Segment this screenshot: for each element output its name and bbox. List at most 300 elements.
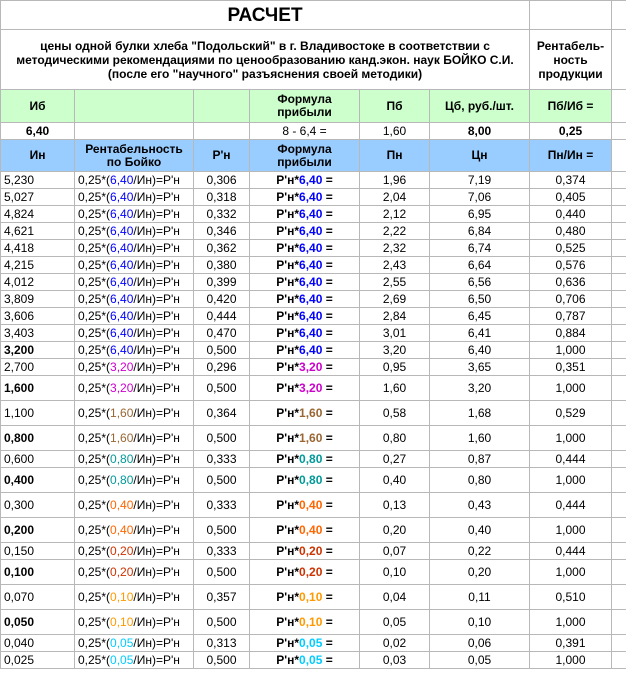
cell-formula [250,172,360,189]
cell-formula [250,451,360,468]
cell-empty [612,401,626,426]
header-pn: Пн [360,140,430,172]
cell-ratio: 0,706 [530,291,612,308]
rent-base-value: 0,20 [110,564,134,579]
header-cb: Цб, руб./шт. [430,90,530,123]
table-row [1,426,626,451]
cell-empty [612,223,626,240]
cell-rn: 0,346 [194,223,250,240]
cell-in: 0,600 [1,451,75,468]
table-row [1,240,626,257]
rent-prefix: 0,25*( [78,543,111,558]
cell-cn: 7,06 [430,189,530,206]
cell-rn: 0,296 [194,359,250,376]
rent-base-value: 6,40 [110,240,134,255]
cell-rn: 0,500 [194,652,250,669]
formula-suffix: = [322,472,333,487]
formula-suffix: = [322,430,333,445]
table-row [1,376,626,401]
cell-empty [612,451,626,468]
cell-formula [250,189,360,206]
header-in: Ин [1,140,75,172]
cell-ratio: 0,444 [530,451,612,468]
rent-suffix: /Ин)=Р'н [133,223,180,238]
formula-prefix: Р'н* [276,380,300,395]
cell-in: 0,150 [1,543,75,560]
cell-ratio: 0,440 [530,206,612,223]
table-row [1,518,626,543]
cell-pn: 0,07 [360,543,430,560]
rent-prefix: 0,25*( [78,274,111,289]
formula-prefix: Р'н* [276,240,300,255]
cell-rn: 0,444 [194,308,250,325]
cell-pn: 0,58 [360,401,430,426]
rent-suffix: /Ин)=Р'н [133,206,180,221]
rent-base-value: 6,40 [110,308,134,323]
rent-suffix: /Ин)=Р'н [133,472,180,487]
cell-cn: 6,74 [430,240,530,257]
cell-cn: 6,84 [430,223,530,240]
rent-prefix: 0,25*( [78,359,111,374]
cell-empty [612,635,626,652]
formula-suffix: = [322,223,333,238]
rent-prefix: 0,25*( [78,325,111,340]
cell-in: 4,012 [1,274,75,291]
rent-suffix: /Ин)=Р'н [133,274,180,289]
table-row [1,610,626,635]
cell-rent [75,585,194,610]
cell-ratio: 1,000 [530,342,612,359]
rent-prefix: 0,25*( [78,451,111,466]
formula-prefix: Р'н* [276,652,300,667]
rent-base-value: 6,40 [110,172,134,187]
rent-prefix: 0,25*( [78,380,111,395]
rent-base-value: 6,40 [110,325,134,340]
cell-empty [612,376,626,401]
cell-rn: 0,500 [194,342,250,359]
cell-pn: 2,22 [360,223,430,240]
header-rent: Рентабельность по Бойко [75,140,194,172]
table-row [1,451,626,468]
cell-cn: 6,95 [430,206,530,223]
table-row [1,652,626,669]
formula-base-value: 1,60 [299,430,323,445]
cell-formula [250,257,360,274]
formula-prefix: Р'н* [276,359,300,374]
cell-in: 3,606 [1,308,75,325]
cell-rent [75,291,194,308]
cell-formula [250,426,360,451]
cell-pn: 0,05 [360,610,430,635]
cell-pn: 0,03 [360,652,430,669]
cell-pn: 2,55 [360,274,430,291]
rent-base-value: 6,40 [110,223,134,238]
cell-empty [612,560,626,585]
cell-empty [612,274,626,291]
base-formula: 8 - 6,4 = [250,123,360,140]
cell-rent [75,223,194,240]
cell-ratio: 0,636 [530,274,612,291]
formula-suffix: = [322,564,333,579]
cell-ratio: 1,000 [530,426,612,451]
cell-rent [75,325,194,342]
table-row [1,206,626,223]
base-ratio: 0,25 [530,123,612,140]
table-row [1,359,626,376]
rent-base-value: 1,60 [110,430,134,445]
formula-suffix: = [322,359,333,374]
cell-in: 0,300 [1,493,75,518]
formula-suffix: = [322,380,333,395]
cell-cn: 3,20 [430,376,530,401]
rent-base-value: 6,40 [110,291,134,306]
rent-prefix: 0,25*( [78,564,111,579]
cell-ratio: 1,000 [530,610,612,635]
formula-prefix: Р'н* [276,274,300,289]
cell-rent [75,274,194,291]
cell-in: 4,215 [1,257,75,274]
formula-prefix: Р'н* [276,472,300,487]
cell-rn: 0,500 [194,560,250,585]
rent-prefix: 0,25*( [78,291,111,306]
cell-in: 5,027 [1,189,75,206]
cell-cn: 6,41 [430,325,530,342]
cell-rent [75,652,194,669]
formula-base-value: 0,80 [299,451,323,466]
cell-cn: 7,19 [430,172,530,189]
rent-prefix: 0,25*( [78,522,111,537]
formula-prefix: Р'н* [276,635,300,650]
formula-prefix: Р'н* [276,451,300,466]
formula-prefix: Р'н* [276,430,300,445]
cell-pn: 2,04 [360,189,430,206]
cell-rn: 0,332 [194,206,250,223]
formula-suffix: = [322,274,333,289]
formula-prefix: Р'н* [276,342,300,357]
table-row [1,291,626,308]
formula-prefix: Р'н* [276,405,300,420]
cell-pn: 2,84 [360,308,430,325]
profitability-header: Рентабель-ность продукции [530,30,612,90]
cell-formula [250,560,360,585]
rent-base-value: 1,60 [110,405,134,420]
cell-rn: 0,306 [194,172,250,189]
rent-prefix: 0,25*( [78,614,111,629]
cell-formula [250,359,360,376]
formula-base-value: 6,40 [299,274,323,289]
cell-ratio: 0,444 [530,543,612,560]
cell-formula [250,376,360,401]
rent-base-value: 6,40 [110,342,134,357]
cell-pn: 2,12 [360,206,430,223]
cell-formula [250,206,360,223]
formula-prefix: Р'н* [276,172,300,187]
cell-empty [612,240,626,257]
formula-suffix: = [322,497,333,512]
formula-suffix: = [322,342,333,357]
formula-base-value: 6,40 [299,325,323,340]
rent-prefix: 0,25*( [78,172,111,187]
cell-cn: 0,22 [430,543,530,560]
cell-in: 0,100 [1,560,75,585]
cell-formula [250,468,360,493]
cell-pn: 3,01 [360,325,430,342]
formula-suffix: = [322,206,333,221]
cell-pn: 0,27 [360,451,430,468]
cell-rent [75,426,194,451]
formula-base-value: 6,40 [299,291,323,306]
header-formula: Формула прибыли [250,90,360,123]
rent-base-value: 0,80 [110,472,134,487]
header-pb: Пб [360,90,430,123]
cell-formula [250,325,360,342]
cell-cn: 1,60 [430,426,530,451]
cell-cn: 0,43 [430,493,530,518]
cell-cn: 0,05 [430,652,530,669]
rent-prefix: 0,25*( [78,497,111,512]
cell-ratio: 1,000 [530,376,612,401]
header-formula-main: Формула прибыли [250,140,360,172]
cell-ratio: 1,000 [530,652,612,669]
formula-suffix: = [322,308,333,323]
rent-base-value: 6,40 [110,189,134,204]
rent-suffix: /Ин)=Р'н [133,405,180,420]
cell-empty [612,585,626,610]
cell-rent [75,342,194,359]
cell-rn: 0,333 [194,543,250,560]
header-cn: Цн [430,140,530,172]
table-row [1,325,626,342]
cell-pn: 2,43 [360,257,430,274]
rent-base-value: 6,40 [110,257,134,272]
formula-suffix: = [322,451,333,466]
cell-formula [250,610,360,635]
formula-base-value: 0,20 [299,564,323,579]
rent-prefix: 0,25*( [78,635,111,650]
cell-pn: 0,80 [360,426,430,451]
rent-prefix: 0,25*( [78,652,111,667]
table-row [1,560,626,585]
title-row [1,1,626,30]
rent-suffix: /Ин)=Р'н [133,308,180,323]
formula-prefix: Р'н* [276,308,300,323]
table-row [1,342,626,359]
cell-cn: 0,20 [430,560,530,585]
cell-formula [250,635,360,652]
cell-rn: 0,470 [194,325,250,342]
rent-suffix: /Ин)=Р'н [133,380,180,395]
rent-base-value: 0,05 [110,635,134,650]
cell-ratio: 0,405 [530,189,612,206]
cell-rent [75,308,194,325]
rent-prefix: 0,25*( [78,206,111,221]
table-row [1,585,626,610]
cell-empty [612,468,626,493]
cell-rent [75,468,194,493]
formula-prefix: Р'н* [276,543,300,558]
rent-suffix: /Ин)=Р'н [133,614,180,629]
formula-prefix: Р'н* [276,564,300,579]
cell-rent [75,560,194,585]
rent-suffix: /Ин)=Р'н [133,589,180,604]
cell-formula [250,342,360,359]
cell-empty [612,426,626,451]
formula-prefix: Р'н* [276,206,300,221]
formula-base-value: 0,10 [299,614,323,629]
formula-prefix: Р'н* [276,189,300,204]
rent-base-value: 0,20 [110,543,134,558]
cell-formula [250,518,360,543]
cell-rn: 0,318 [194,189,250,206]
cell-rent [75,240,194,257]
rent-suffix: /Ин)=Р'н [133,189,180,204]
rent-suffix: /Ин)=Р'н [133,342,180,357]
cell-pn: 0,02 [360,635,430,652]
cell-rent [75,257,194,274]
formula-prefix: Р'н* [276,223,300,238]
formula-base-value: 6,40 [299,342,323,357]
formula-prefix: Р'н* [276,614,300,629]
cell-rent [75,376,194,401]
cell-cn: 6,64 [430,257,530,274]
rent-base-value: 3,20 [110,380,134,395]
cell-rent [75,610,194,635]
cell-rent [75,401,194,426]
cell-rn: 0,399 [194,274,250,291]
cell-ratio: 0,787 [530,308,612,325]
rent-prefix: 0,25*( [78,430,111,445]
base-cb: 8,00 [430,123,530,140]
cell-formula [250,223,360,240]
cell-cn: 0,11 [430,585,530,610]
rent-base-value: 6,40 [110,274,134,289]
formula-base-value: 0,05 [299,652,323,667]
cell-ratio: 0,444 [530,493,612,518]
cell-empty [612,308,626,325]
cell-cn: 0,06 [430,635,530,652]
formula-base-value: 0,40 [299,497,323,512]
rent-prefix: 0,25*( [78,472,111,487]
rent-base-value: 6,40 [110,206,134,221]
cell-in: 3,200 [1,342,75,359]
rent-base-value: 0,10 [110,589,134,604]
rent-prefix: 0,25*( [78,589,111,604]
table-row [1,468,626,493]
formula-base-value: 3,20 [299,380,323,395]
table-row [1,401,626,426]
cell-ratio: 0,576 [530,257,612,274]
cell-in: 0,200 [1,518,75,543]
header-ib: Иб [1,90,75,123]
rent-suffix: /Ин)=Р'н [133,497,180,512]
cell-in: 1,100 [1,401,75,426]
cell-rn: 0,500 [194,518,250,543]
cell-in: 1,600 [1,376,75,401]
formula-base-value: 3,20 [299,359,323,374]
cell-in: 0,040 [1,635,75,652]
header-ratio: Пб/Иб = [530,90,612,123]
cell-empty [612,610,626,635]
rent-suffix: /Ин)=Р'н [133,291,180,306]
base-header-row [1,90,626,123]
cell-in: 2,700 [1,359,75,376]
rent-base-value: 3,20 [110,359,134,374]
base-pb: 1,60 [360,123,430,140]
formula-base-value: 6,40 [299,257,323,272]
cell-rn: 0,333 [194,451,250,468]
cell-rent [75,206,194,223]
description-row [1,30,626,90]
cell-empty [612,325,626,342]
cell-rent [75,543,194,560]
rent-prefix: 0,25*( [78,257,111,272]
cell-in: 0,050 [1,610,75,635]
formula-base-value: 0,10 [299,589,323,604]
cell-pn: 0,04 [360,585,430,610]
cell-pn: 0,40 [360,468,430,493]
formula-base-value: 0,20 [299,543,323,558]
cell-cn: 3,65 [430,359,530,376]
cell-pn: 0,95 [360,359,430,376]
base-ib: 6,40 [1,123,75,140]
cell-cn: 6,45 [430,308,530,325]
cell-in: 0,800 [1,426,75,451]
rent-prefix: 0,25*( [78,223,111,238]
formula-prefix: Р'н* [276,291,300,306]
formula-base-value: 0,80 [299,472,323,487]
formula-base-value: 0,40 [299,522,323,537]
cell-cn: 6,40 [430,342,530,359]
formula-base-value: 6,40 [299,189,323,204]
base-row [1,123,626,140]
main-header-row [1,140,626,172]
cell-in: 0,025 [1,652,75,669]
rent-suffix: /Ин)=Р'н [133,257,180,272]
cell-in: 3,809 [1,291,75,308]
cell-formula [250,401,360,426]
formula-suffix: = [322,240,333,255]
formula-prefix: Р'н* [276,325,300,340]
cell-formula [250,543,360,560]
cell-in: 4,824 [1,206,75,223]
cell-rn: 0,333 [194,493,250,518]
formula-base-value: 6,40 [299,308,323,323]
formula-suffix: = [322,291,333,306]
cell-rn: 0,500 [194,376,250,401]
table-row [1,493,626,518]
formula-suffix: = [322,405,333,420]
cell-ratio: 0,510 [530,585,612,610]
formula-base-value: 6,40 [299,240,323,255]
formula-base-value: 0,05 [299,635,323,650]
cell-rn: 0,500 [194,610,250,635]
cell-rent [75,359,194,376]
cell-empty [612,257,626,274]
cell-empty [612,342,626,359]
cell-ratio: 1,000 [530,468,612,493]
rent-suffix: /Ин)=Р'н [133,359,180,374]
cell-rn: 0,362 [194,240,250,257]
cell-empty [612,291,626,308]
cell-rent [75,189,194,206]
rent-suffix: /Ин)=Р'н [133,564,180,579]
cell-ratio: 0,529 [530,401,612,426]
formula-prefix: Р'н* [276,257,300,272]
cell-ratio: 1,000 [530,560,612,585]
cell-cn: 0,87 [430,451,530,468]
formula-suffix: = [322,325,333,340]
cell-formula [250,493,360,518]
